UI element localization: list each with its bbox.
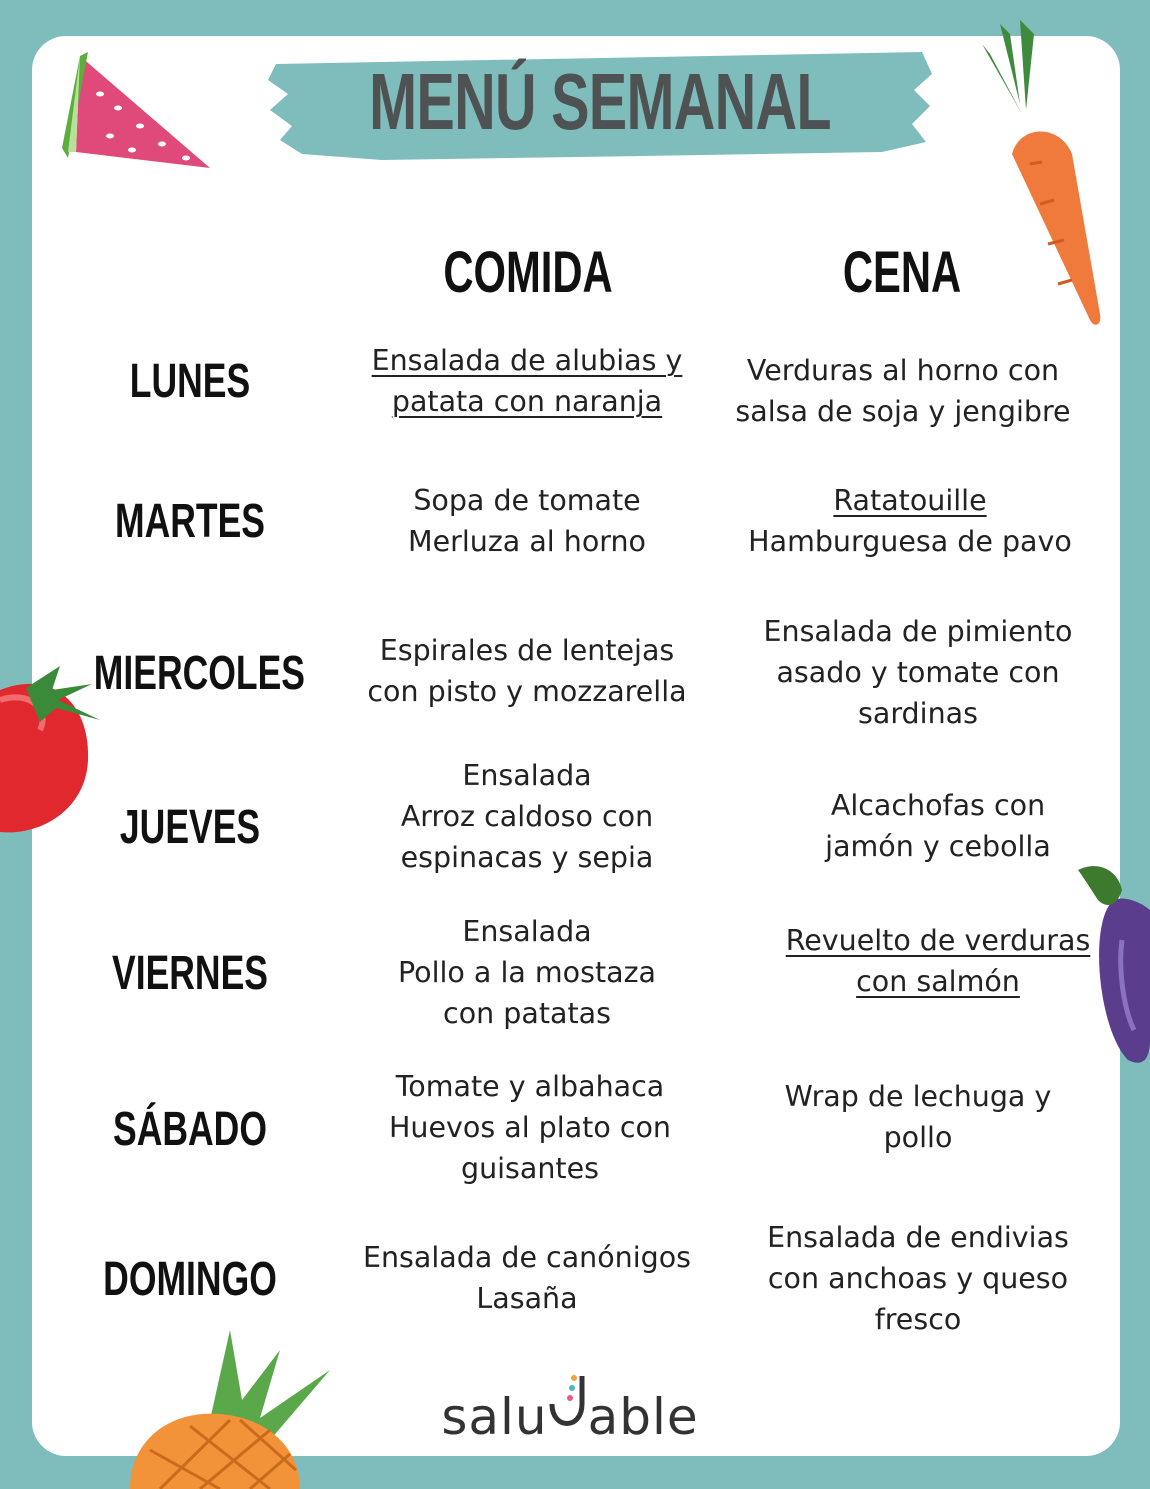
lunch-cell-martes — [327, 480, 727, 562]
recipe-link[interactable]: Revuelto de verduras — [785, 924, 1091, 957]
dish-line: Huevos al plato con — [389, 1111, 671, 1144]
dinner-cell-lunes — [703, 350, 1103, 432]
dish-line: asado y tomate con — [776, 656, 1060, 689]
day-label-lunes: LUNES — [129, 355, 251, 408]
lunch-cell-lunes — [327, 340, 727, 422]
dish-line: Ensalada — [462, 759, 592, 792]
lunch-cell-jueves — [327, 755, 727, 878]
dish-line: Hamburguesa de pavo — [748, 525, 1072, 558]
lunch-cell-sabado — [330, 1066, 730, 1189]
lunch-cell-domingo — [327, 1237, 727, 1319]
day-label-viernes: VIERNES — [112, 947, 268, 1000]
dish-line: salsa de soja y jengibre — [735, 395, 1071, 428]
day-label-jueves: JUEVES — [119, 801, 261, 854]
watermelon-slice-icon — [58, 48, 218, 178]
dinner-cell-sabado — [718, 1076, 1118, 1158]
recipe-link[interactable]: Ratatouille — [833, 484, 987, 517]
logo-text-left: salu — [441, 1388, 548, 1446]
lunch-cell-viernes — [327, 911, 727, 1034]
carrot-icon — [960, 14, 1110, 334]
dish-line: Verduras al horno con — [746, 354, 1060, 387]
dish-line: Lasaña — [476, 1282, 578, 1315]
logo-figure-icon — [548, 1374, 588, 1440]
dish-line: espinacas y sepia — [400, 841, 654, 874]
dish-line: Ensalada de endivias — [767, 1221, 1069, 1254]
recipe-link[interactable]: patata con naranja — [391, 385, 663, 418]
dish-line: Ensalada de canónigos — [362, 1241, 692, 1274]
dinner-cell-jueves — [738, 785, 1138, 867]
day-label-miercoles: MIERCOLES — [93, 647, 305, 700]
dish-line: pollo — [883, 1121, 953, 1154]
strawberry-icon — [0, 660, 110, 840]
dish-line: Sopa de tomate — [413, 484, 641, 517]
dish-line: Espirales de lentejas — [379, 634, 675, 667]
dish-line: jamón y cebolla — [825, 830, 1051, 863]
dish-line: con patatas — [443, 997, 611, 1030]
pineapple-icon — [110, 1330, 340, 1489]
day-label-sabado: SÁBADO — [113, 1103, 267, 1156]
day-label-domingo: DOMINGO — [103, 1253, 277, 1306]
dish-line: Alcachofas con — [830, 789, 1046, 822]
day-label-martes: MARTES — [115, 495, 265, 548]
saludable-logo — [380, 1374, 760, 1454]
column-header-dinner: CENA — [842, 240, 962, 305]
dish-line: Ensalada — [462, 915, 592, 948]
logo-text-right: able — [587, 1388, 699, 1446]
dish-line: Pollo a la mostaza — [397, 956, 657, 989]
column-header-lunch: COMIDA — [443, 240, 613, 305]
dish-line: con pisto y mozzarella — [367, 675, 687, 708]
recipe-link[interactable]: Ensalada de alubias y — [371, 344, 683, 377]
eggplant-icon — [1078, 860, 1150, 1070]
dish-line: Merluza al horno — [408, 525, 646, 558]
recipe-link[interactable]: con salmón — [856, 965, 1020, 998]
dish-line: Arroz caldoso con — [400, 800, 654, 833]
lunch-cell-miercoles — [327, 630, 727, 712]
dinner-cell-miercoles — [718, 611, 1118, 734]
dinner-cell-domingo — [718, 1217, 1118, 1340]
dish-line: sardinas — [858, 697, 978, 730]
dinner-cell-martes — [710, 480, 1110, 562]
dish-line: guisantes — [460, 1152, 599, 1185]
page-title: MENÚ SEMANAL — [369, 57, 831, 146]
dish-line: Wrap de lechuga y — [784, 1080, 1052, 1113]
dish-line: Ensalada de pimiento — [763, 615, 1073, 648]
dish-line: con anchoas y queso — [767, 1262, 1069, 1295]
dish-line: fresco — [874, 1303, 962, 1336]
dish-line: Tomate y albahaca — [395, 1070, 665, 1103]
